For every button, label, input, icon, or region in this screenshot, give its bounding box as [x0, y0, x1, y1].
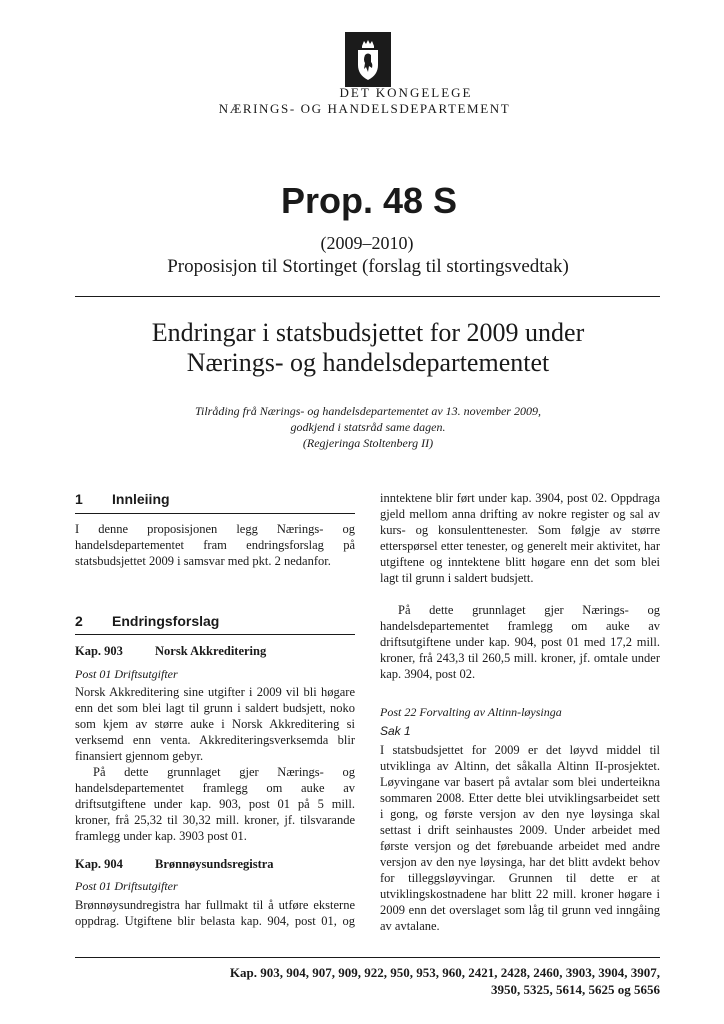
kap-903-post-heading: Post 01 Driftsutgifter: [75, 667, 178, 681]
sak-1-heading: Sak 1: [380, 724, 411, 738]
kap-904-heading: [75, 857, 355, 873]
header-divider: [75, 296, 660, 297]
proposition-number: Prop. 48 S: [280, 180, 458, 221]
kap-904-paragraph-3: I statsbudsjettet for 2009 er det løyvd middel til utviklinga av Altinn, det såkalla Altinn II-prosjektet. Løyvingane var basert på avtalar som blei underteikna sommaren 2008. Etter dette blei utviklingsarbeidet sett i gong, og første versjon av den nye løysinga skal settast i drift seinhaustes 2009. Under arbeidet med første versjon og det førebuande arbeidet med andre versjon av den nye løysinga, har det blitt avdekt behov for tilleggsløyvingar. Grunnen til dette er at utviklingskostnadene har blitt 22 mill. kroner høgare i 2009 enn det overslaget som låg til grunn ved inngåing av avtalane.: [380, 743, 660, 933]
document-title: [0, 318, 724, 378]
section-2-number: 2: [75, 613, 83, 629]
footer-divider: [75, 957, 660, 958]
kap-904-paragraph-1-text-b: inntektene blir ført under kap. 3904, post 02. Oppdraga gjeld mellom anna drifting av nokre register og sal av kurs- og konsulenttenester. Som følgje av større etterspørsel etter tenester, og generelt meir aktivitet, har utgiftene og inntektene blitt høgare enn det som blei lagt til grunn i saldert budsjett.: [380, 491, 660, 585]
kap-903-paragraph-2: På dette grunnlaget gjer Nærings- og handelsdepartementet framlegg om auke av driftsutgiftene under kap. 903, post 01 på 5 mill. kroner, frå 25,32 til 30,32 mill. kroner, jf. tilsvarande framlegg under kap. 3903 post 01.: [75, 765, 355, 843]
kap-903-paragraph-1: Norsk Akkreditering sine utgifter i 2009 vil bli høgare enn det som blei lagt til grunn i saldert budsjett, noko som kjem av større auke i Norsk Akkreditering si verksemd enn venta. Akkrediteringsverksemda blir finansiert gjennom gebyr.: [75, 685, 355, 763]
approval-line3: (Regjeringa Stoltenberg II): [302, 436, 434, 450]
section-1-underline: [75, 513, 355, 514]
document-title-line2: Nærings- og handelsdepartementet: [186, 348, 550, 377]
proposition-subtitle: Proposisjon til Stortinget (forslag til stortingsvedtak): [167, 256, 569, 277]
approval-note: [0, 403, 724, 451]
kap-904-post-22-heading: Post 22 Forvalting av Altinn-løysinga: [380, 705, 562, 719]
department-name-line2: NÆRINGS- OG HANDELSDEPARTEMENT: [218, 101, 511, 116]
section-2-title: Endringsforslag: [112, 613, 220, 629]
session-year: (2009–2010): [320, 233, 414, 253]
kap-903-name: Norsk Akkreditering: [155, 644, 267, 658]
kap-904-paragraph-2: På dette grunnlaget gjer Nærings- og handelsdepartementet framlegg om auke av driftsutgiftene under kap. 904, post 01 med 17,2 mill. kroner, frå 243,3 til 260,5 mill. kroner, jf. omtale under kap. 3904, post 02.: [380, 603, 660, 681]
section-1-text: I denne proposisjonen legg Nærings- og handelsdepartementet fram endringsforslag på statsbudsjettet 2009 i samsvar med pkt. 2 nedanfor.: [75, 522, 355, 568]
kap-904-name: Brønnøysundsregistra: [155, 857, 274, 871]
approval-line1: Tilråding frå Nærings- og handelsdepartementet av 13. november 2009,: [195, 404, 541, 418]
chapter-list-footer: [230, 964, 660, 998]
section-2-underline: [75, 634, 355, 635]
chapter-list-line2: 3950, 5325, 5614, 5625 og 5656: [491, 982, 660, 997]
section-2-heading: [75, 613, 355, 631]
chapter-list-line1: Kap. 903, 904, 907, 909, 922, 950, 953, 960, 2421, 2428, 2460, 3903, 3904, 3907,: [229, 965, 660, 980]
document-title-line1: Endringar i statsbudsjettet for 2009 under: [151, 318, 585, 347]
kap-903-number: Kap. 903: [75, 644, 123, 658]
section-1-title: Innleiing: [112, 491, 170, 507]
department-name-line1: DET KONGELEGE: [339, 85, 473, 100]
kap-904-paragraph-1-text-a: Brønnøysundregistra har fullmakt til å utføre eksterne oppdrag. Utgiftene blir belasta kap. 904, post 01, og: [75, 898, 355, 928]
section-1-heading: [75, 491, 355, 509]
royal-coat-of-arms-icon: [345, 32, 391, 87]
kap-904-paragraph-1-part-b: [380, 490, 660, 602]
section-1-number: 1: [75, 491, 83, 507]
kap-904-number: Kap. 904: [75, 857, 123, 871]
kap-904-post-heading: Post 01 Driftsutgifter: [75, 879, 178, 893]
kap-903-heading: [75, 644, 355, 660]
approval-line2: godkjend i statsråd same dagen.: [290, 420, 446, 434]
kap-904-paragraph-1-part-a: [75, 897, 355, 929]
